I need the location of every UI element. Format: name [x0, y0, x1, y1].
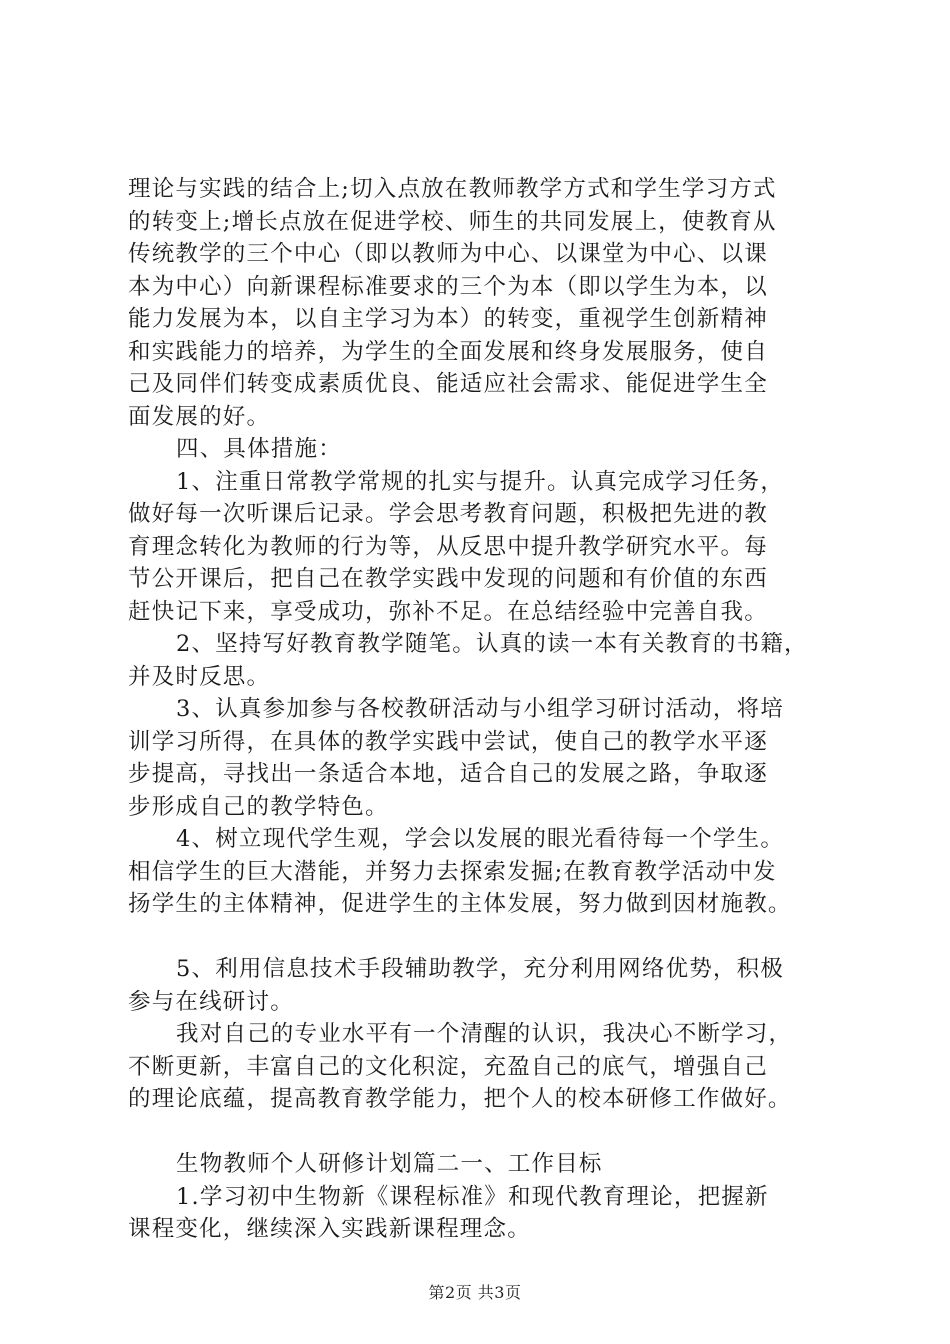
text-line: 做好每一次听课后记录。学会思考教育问题，积极把先进的教	[128, 501, 768, 527]
text-line: 1.学习初中生物新《课程标准》和现代教育理论，把握新	[176, 1183, 769, 1210]
text-line: 2、坚持写好教育教学随笔。认真的读一本有关教育的书籍，	[176, 631, 808, 657]
document-body	[128, 173, 848, 1246]
text-line: 和实践能力的培养，为学生的全面发展和终身发展服务，使自	[128, 338, 768, 365]
text-line: 不断更新，丰富自己的文化积淀，充盈自己的底气，增强自己	[128, 1053, 768, 1080]
text-line: 5、利用信息技术手段辅助教学，充分利用网络优势，积极	[176, 956, 785, 982]
text-line: 课程变化，继续深入实践新课程理念。	[128, 1216, 531, 1242]
blank-line	[128, 921, 848, 954]
text-line: 1、注重日常教学常规的扎实与提升。认真完成学习任务，	[176, 468, 785, 495]
text-line: 己及同伴们转变成素质优良、能适应社会需求、能促进学生全	[128, 371, 768, 397]
text-line: 节公开课后，把自己在教学实践中发现的问题和有价值的东西	[128, 566, 768, 592]
text-line: 赶快记下来，享受成功，弥补不足。在总结经验中完善自我。	[128, 598, 768, 625]
text-line: 的理论底蕴，提高教育教学能力，把个人的校本研修工作做好。	[128, 1086, 792, 1112]
text-line: 并及时反思。	[128, 663, 271, 690]
text-line: 传统教学的三个中心（即以教师为中心、以课堂为中心、以课	[128, 241, 768, 267]
section-heading: 四、具体措施：	[176, 436, 342, 462]
text-line: 4、树立现代学生观，学会以发展的眼光看待每一个学生。	[176, 826, 785, 852]
text-line: 育理念转化为教师的行为等，从反思中提升教学研究水平。每	[128, 533, 768, 560]
text-line: 面发展的好。	[128, 403, 271, 430]
text-line: 参与在线研讨。	[128, 988, 294, 1015]
text-line: 我对自己的专业水平有一个清醒的认识，我决心不断学习，	[176, 1021, 793, 1047]
text-line: 步提高，寻找出一条适合本地，适合自己的发展之路，争取逐	[128, 761, 768, 787]
text-line: 步形成自己的教学特色。	[128, 793, 389, 820]
text-line: 理论与实践的结合上;切入点放在教师教学方式和学生学习方式	[128, 176, 777, 202]
text-line: 的转变上;增长点放在促进学校、师生的共同发展上，使教育从	[128, 208, 777, 235]
blank-line	[128, 1116, 848, 1149]
text-line: 训学习所得，在具体的教学实践中尝试，使自己的教学水平逐	[128, 728, 768, 755]
text-line: 3、认真参加参与各校教研活动与小组学习研讨活动，将培	[176, 696, 785, 722]
text-line: 扬学生的主体精神，促进学生的主体发展，努力做到因材施教。	[128, 891, 792, 917]
text-line: 本为中心）向新课程标准要求的三个为本（即以学生为本，以	[128, 273, 768, 300]
text-line: 能力发展为本，以自主学习为本）的转变，重视学生创新精神	[128, 306, 768, 332]
section-heading: 生物教师个人研修计划篇二一、工作目标	[176, 1151, 603, 1177]
text-line: 相信学生的巨大潜能，并努力去探索发掘;在教育教学活动中发	[128, 858, 777, 885]
page-number-footer: 第2页 共3页	[428, 1283, 522, 1302]
